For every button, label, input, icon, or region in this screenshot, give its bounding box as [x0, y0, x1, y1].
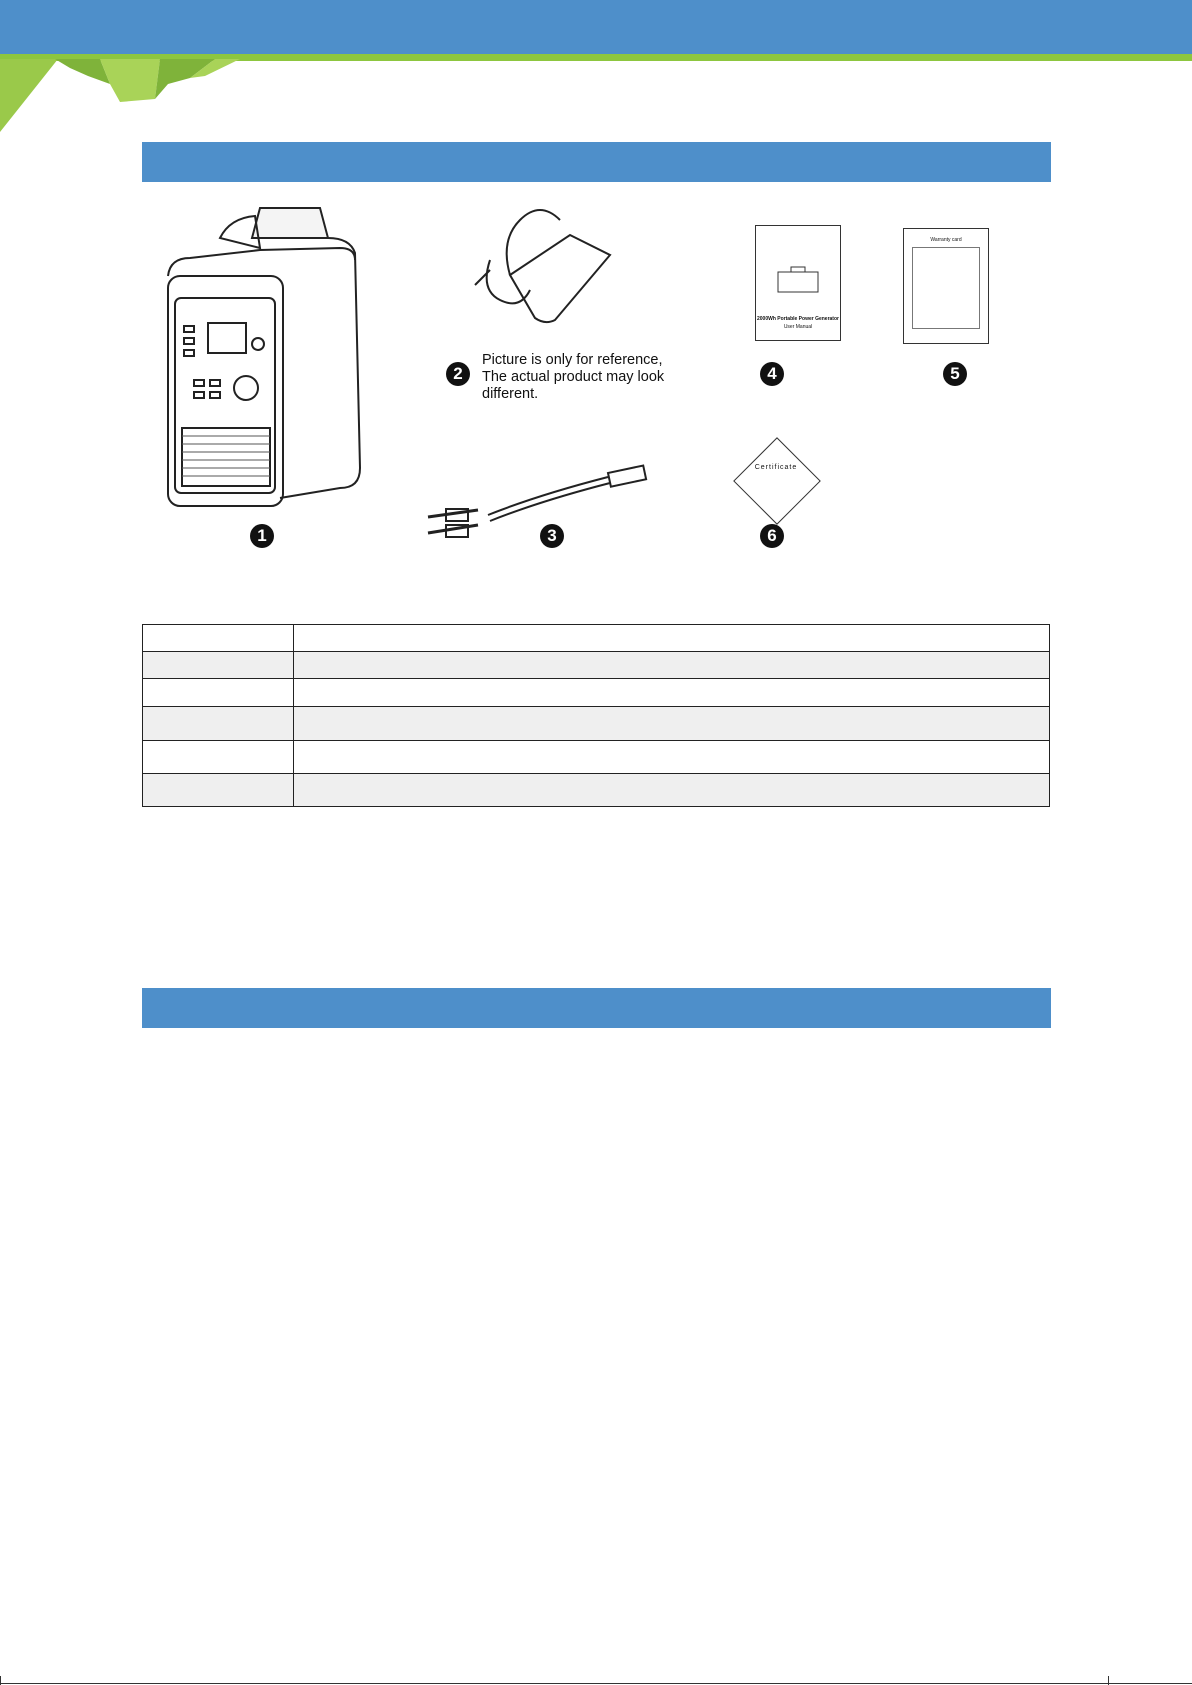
table-row	[143, 741, 1050, 774]
section-header-bar	[142, 988, 1051, 1028]
table-cell	[294, 625, 1050, 652]
note-line: different.	[482, 386, 539, 402]
user-manual-illustration	[755, 225, 841, 341]
note-line: The actual product may look	[482, 369, 665, 385]
item-number-badge: 3	[540, 524, 564, 548]
table-cell	[143, 625, 294, 652]
item-number-badge: 2	[446, 362, 470, 386]
warranty-card-illustration	[903, 228, 989, 344]
item-number-badge: 4	[760, 362, 784, 386]
section-header-bar	[142, 142, 1051, 182]
manual-cover-title: 2000Wh Portable Power Generator	[757, 316, 839, 322]
packing-list-table	[142, 624, 1050, 807]
item-number-badge: 6	[760, 524, 784, 548]
table-row	[143, 652, 1050, 679]
warranty-card-title: Warranty card	[930, 237, 962, 243]
table-row	[143, 707, 1050, 741]
table-cell	[294, 774, 1050, 807]
page-edge-tick	[1108, 1676, 1109, 1685]
certificate-label: Certificate	[754, 464, 798, 471]
table-row	[143, 679, 1050, 707]
table-cell	[143, 652, 294, 679]
table-cell	[294, 707, 1050, 741]
table-row	[143, 774, 1050, 807]
table-cell	[294, 679, 1050, 707]
top-header-bar	[0, 0, 1192, 54]
table-cell	[143, 774, 294, 807]
manual-cover-subtitle: User Manual	[783, 324, 813, 330]
table-row	[143, 625, 1050, 652]
table-cell	[294, 741, 1050, 774]
adapter-reference-note	[482, 352, 682, 403]
table-cell	[294, 652, 1050, 679]
page-bottom-line	[0, 1683, 1192, 1684]
table-cell	[143, 679, 294, 707]
page-edge-tick	[0, 1676, 1, 1685]
item-number-badge: 1	[250, 524, 274, 548]
table-cell	[143, 741, 294, 774]
manual-case-sketch	[776, 266, 820, 294]
warranty-card-form	[912, 247, 980, 329]
table-cell	[143, 707, 294, 741]
item-number-badge: 5	[943, 362, 967, 386]
power-station-illustration	[160, 198, 380, 518]
header-leaf-decoration	[0, 54, 250, 134]
ac-adapter-illustration	[470, 200, 620, 340]
note-line: Picture is only for reference,	[482, 352, 663, 368]
certificate-illustration	[733, 437, 821, 525]
